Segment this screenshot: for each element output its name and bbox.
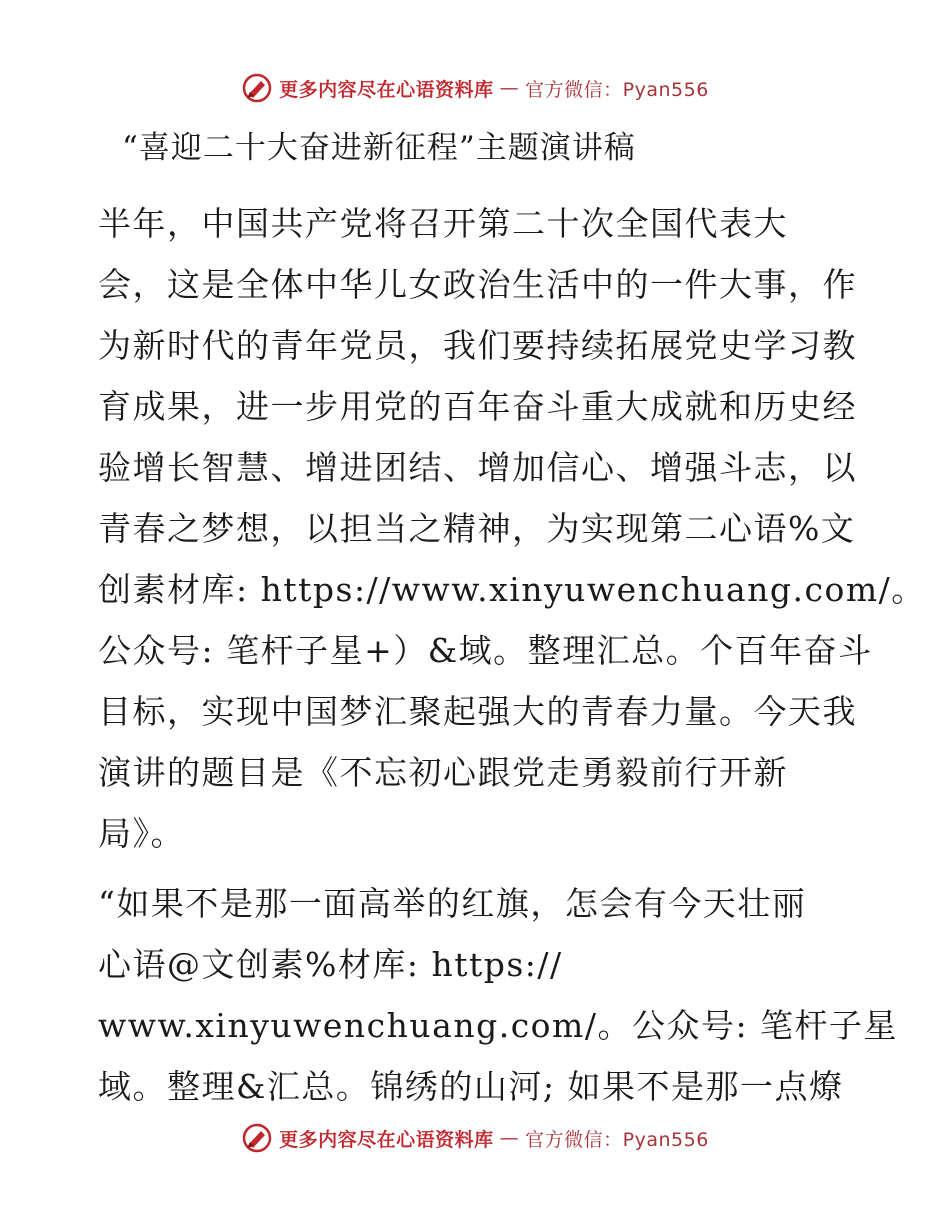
body-line: 为新时代的青年党员，我们要持续拓展党史学习教	[98, 326, 857, 365]
pen-logo-icon	[241, 72, 273, 104]
body-line: 青春之梦想，以担当之精神，为实现第二心语%文	[98, 509, 856, 548]
body-line: 局》。	[98, 814, 185, 853]
body-line: 域。整理&汇总。锦绣的山河; 如果不是那一点燎	[98, 1067, 844, 1106]
body-line: “如果不是那一面高举的红旗，怎会有今天壮丽	[98, 884, 807, 923]
document-title: “喜迎二十大奋进新征程”主题演讲稿	[122, 130, 636, 166]
body-line: 育成果，进一步用党的百年奋斗重大成就和历史经	[98, 387, 857, 426]
footer-banner	[0, 1122, 950, 1154]
body-line: www.xinyuwenchuang.com/。公众号: 笔杆子星	[98, 1006, 899, 1045]
body-line: 半年，中国共产党将召开第二十次全国代表大	[98, 204, 788, 243]
body-line: 目标，实现中国梦汇聚起强大的青春力量。今天我	[98, 692, 857, 731]
banner-sub: 官方微信：Pyan556	[525, 78, 709, 101]
body-line: 公众号: 笔杆子星+）&域。整理汇总。个百年奋斗	[98, 631, 873, 670]
pen-logo-icon	[241, 1122, 273, 1154]
banner-text: 更多内容尽在心语资料库	[279, 78, 494, 101]
banner-text: 更多内容尽在心语资料库	[279, 1128, 494, 1151]
body-line: 会，这是全体中华儿女政治生活中的一件大事，作	[98, 265, 857, 304]
body-line: 创素材库: https://www.xinyuwenchuang.com/。	[98, 570, 926, 609]
body-line: 心语@文创素%材库: https://	[98, 945, 563, 984]
body-line: 验增长智慧、增进团结、增加信心、增强斗志，以	[98, 448, 857, 487]
banner-separator: —	[499, 77, 520, 99]
body-line: 演讲的题目是《不忘初心跟党走勇毅前行开新	[98, 753, 788, 792]
banner-sub: 官方微信：Pyan556	[525, 1128, 709, 1151]
banner-separator: —	[499, 1127, 520, 1149]
header-banner	[0, 72, 950, 104]
